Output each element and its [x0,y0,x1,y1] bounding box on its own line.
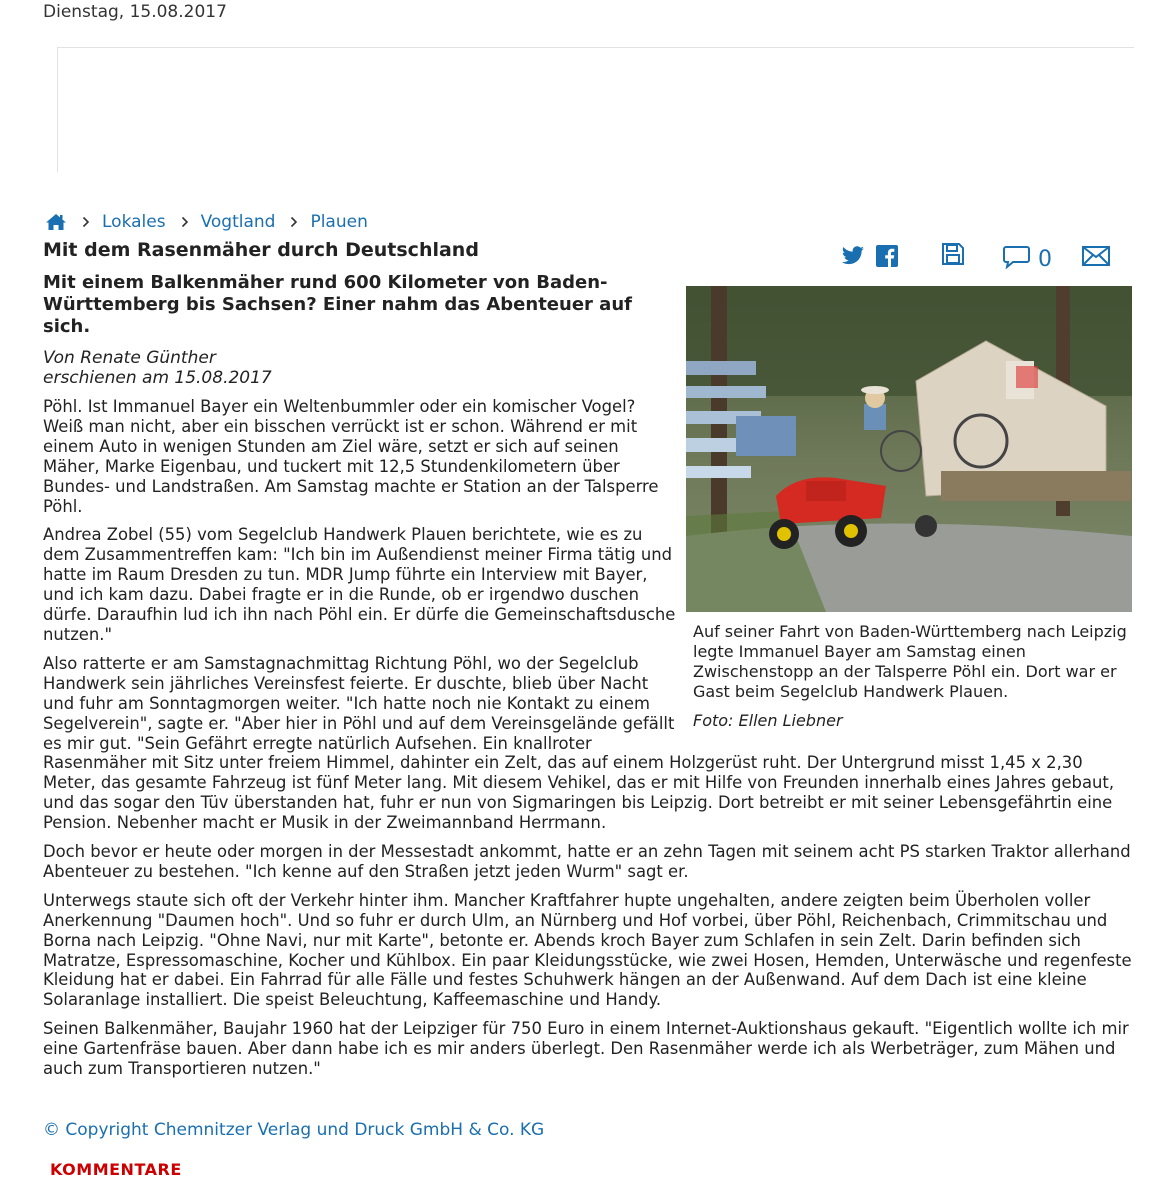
article-paragraph: Also ratterte er am Samstagnachmittag Richtung Pöhl, wo der Segelclub Handwerk sein jährliches Vereinsfest feierte. Er duschte, blieb über Nacht und fuhr am Sonntagmorgen weiter. "Ich hatte noch nie Kontakt zu einem Segelverein", sagte er. "Aber hier in Pöhl und auf dem Vereinsgelände gefällt es mir gut. "Sein Gefährt erregte natürlich Aufsehen. Ein knallroter Rasenmäher mit Sitz unter freiem Himmel, dahinter ein Zelt, das auf einem Holzgerüst ruht. Der Untergrund misst 1,45 x 2,30 Meter, das gesamte Fahrzeug ist fünf Meter lang. Mit diesem Vehikel, das er mit Hilfe von Freunden innerhalb eines Jahres gebaut, und das sogar den Tüv überstanden hat, fuhr er nun von Sigmaringen bis Leipzig. Dort betreibt er mit seiner Lebensgefährtin eine Pension. Nebenher macht er Musik in der Zweimannband Herrmann. [43,653,1115,833]
facebook-icon[interactable] [876,245,898,267]
chevron-right-icon [181,216,189,228]
article-paragraph: Pöhl. Ist Immanuel Bayer ein Weltenbummler oder ein komischer Vogel? Weiß man nicht, aber ein bisschen verrückt ist er schon. Während er mit einem Auto in wenigen Stunden am Ziel wäre, setzt er sich auf seinen Mäher, Marke Eigenbau, und tuckert mit 12,5 Stundenkilometern über Bundes- und Landstraßen. Am Samstag machte er Station an der Talsperre Pöhl. [43,397,659,516]
copyright-link[interactable]: © Copyright Chemnitzer Verlag und Druck GmbH & Co. KG [43,1120,545,1140]
twitter-icon[interactable] [841,246,865,266]
mail-icon[interactable] [1082,246,1110,266]
author-name: Von Renate Günther [43,348,216,368]
chevron-right-icon [290,216,298,228]
chevron-right-icon [82,216,90,228]
figure-spacer [680,397,1135,749]
article-paragraph: Andrea Zobel (55) vom Segelclub Handwerk Plauen berichtete, wie es zu dem Zusammentreffen kam: "Ich bin im Außendienst meiner Firma tätig und hatte im Raum Dresden zu tun. MDR Jump führte ein Interview mit Bayer, und ich kam dazu. Dabei fragte er in die Runde, ob er irgendwo duschen dürfe. Daraufhin lud ich ihn nach Pöhl ein. Er dürfe die Gemeinschaftsdusche nutzen." [43,525,676,644]
publish-date: erschienen am 15.08.2017 [43,368,272,388]
breadcrumb [45,209,368,235]
breadcrumb-lokales[interactable]: Lokales [102,212,166,232]
comment-button[interactable] [1003,245,1052,273]
page-date: Dienstag, 15.08.2017 [43,2,227,22]
article-paragraph: Doch bevor er heute oder morgen in der Messestadt ankommt, hatte er an zehn Tagen mit seinem acht PS starken Traktor allerhand Abenteuer zu bestehen. "Ich kenne auf den Straßen jetzt jeden Wurm" sagt er. [43,842,1131,881]
home-icon[interactable] [45,213,67,231]
breadcrumb-plauen[interactable]: Plauen [310,212,368,232]
save-icon[interactable] [941,242,965,266]
breadcrumb-vogtland[interactable]: Vogtland [200,212,276,232]
article-lead: Mit einem Balkenmäher rund 600 Kilometer von Baden-Württemberg bis Sachsen? Einer nahm das Abenteuer auf sich. [43,272,632,337]
comments-heading: KOMMENTARE [50,1160,182,1179]
image-credit: Foto: Ellen Liebner [693,711,843,730]
image-caption: Auf seiner Fahrt von Baden-Württemberg nach Leipzig legte Immanuel Bayer am Samstag einen Zwischenstopp an der Talsperre Pöhl ein. Dort war er Gast beim Segelclub Handwerk Plauen. [693,622,1127,701]
article-title: Mit dem Rasenmäher durch Deutschland [43,239,479,261]
author-info [43,348,272,388]
article-body [43,397,1135,1088]
ad-placeholder [57,47,1134,172]
comment-icon [1003,245,1030,273]
article-paragraph: Seinen Balkenmäher, Baujahr 1960 hat der Leipziger für 750 Euro in einem Internet-Auktionshaus gekauft. "Eigentlich wollte ich mir eine Gartenfräse bauen. Aber dann habe ich es mir anders überlegt. Den Rasenmäher werde ich als Werbeträger, zum Mähen und auch zum Transportieren nutzen." [43,1019,1129,1079]
article-paragraph: Unterwegs staute sich oft der Verkehr hinter ihm. Mancher Kraftfahrer hupte ungehalten, andere zeigten beim Überholen voller Anerkennung "Daumen hoch". Und so fuhr er durch Ulm, an Nürnberg und Hof vorbei, über Pöhl, Reichenbach, Crimmitschau und Borna nach Leipzig. "Ohne Navi, nur mit Karte", betonte er. Abends kroch Bayer zum Schlafen in sein Zelt. Darin befinden sich Matratze, Espressomaschine, Kocher und Kühlbox. Ein paar Kleidungsstücke, wie zwei Hosen, Hemden, Unterwäsche und regenfeste Kleidung hat er dabei. Ein Fahrrad für alle Fälle und festes Schuhwerk hängen an der Außenwand. Auf dem Dach ist eine kleine Solaranlage installiert. Die speist Beleuchtung, Kaffeemaschine und Handy. [43,890,1132,1010]
comment-count: 0 [1038,246,1052,272]
share-toolbar [0,242,1171,272]
